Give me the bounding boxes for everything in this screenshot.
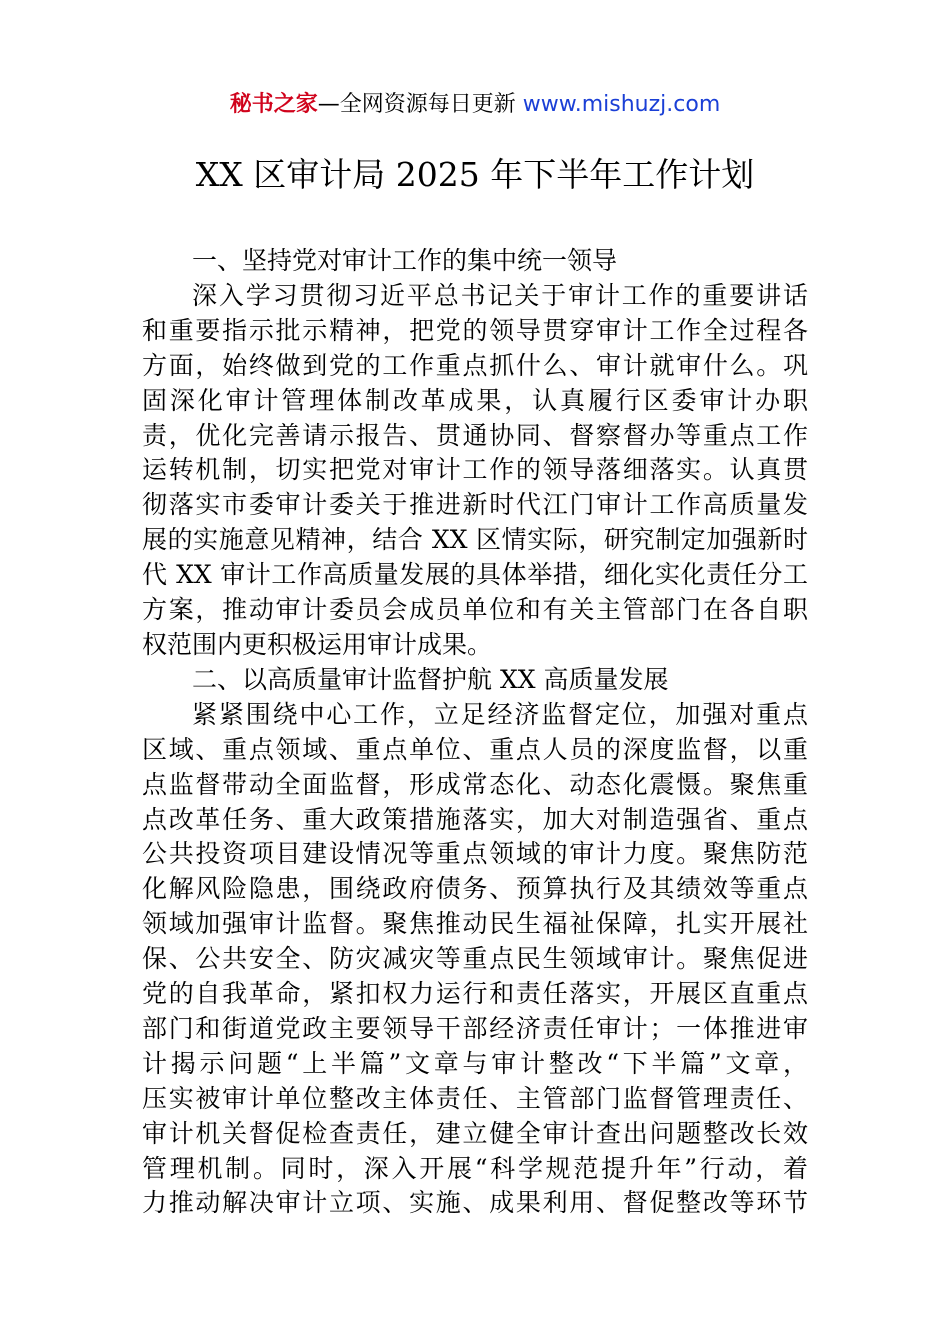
paragraph-line: 运转机制，切实把党对审计工作的领导落细落实。认真贯 [142, 455, 808, 485]
section-1-heading: 一、坚持党对审计工作的集中统一领导 [192, 246, 618, 275]
section-2-paragraph [142, 698, 808, 1222]
paragraph-line: 固深化审计管理体制改革成果，认真履行区委审计办职 [142, 385, 808, 415]
paragraph-line: 和重要指示批示精神，把党的领导贯穿审计工作全过程各 [142, 315, 808, 345]
paragraph-line: 紧紧围绕中心工作，立足经济监督定位，加强对重点 [192, 699, 808, 729]
paragraph-line: 点监督带动全面监督，形成常态化、动态化震慑。聚焦重 [142, 769, 808, 799]
paragraph-line: 展的实施意见精神，结合 XX 区情实际，研究制定加强新时 [142, 525, 808, 555]
paragraph-line: 管理机制。同时，深入开展“科学规范提升年”行动，着 [142, 1153, 808, 1183]
paragraph-line: 计揭示问题“上半篇”文章与审计整改“下半篇”文章， [142, 1048, 808, 1078]
section-1-paragraph [142, 279, 808, 663]
site-url-link[interactable]: www.mishuzj.com [522, 92, 721, 117]
paragraph-line: 深入学习贯彻习近平总书记关于审计工作的重要讲话 [192, 280, 808, 310]
site-header [0, 88, 950, 122]
paragraph-line: 部门和街道党政主要领导干部经济责任审计；一体推进审 [142, 1013, 808, 1043]
site-slogan: —全网资源每日更新 [317, 92, 523, 117]
paragraph-line: 领域加强审计监督。聚焦推动民生福祉保障，扎实开展社 [142, 909, 808, 939]
paragraph-line: 代 XX 审计工作高质量发展的具体举措，细化实化责任分工 [142, 560, 808, 590]
paragraph-line: 力推动解决审计立项、实施、成果利用、督促整改等环节 [142, 1188, 808, 1218]
document-body [142, 244, 808, 1221]
paragraph-line: 责，优化完善请示报告、贯通协同、督察督办等重点工作 [142, 420, 808, 450]
paragraph-line: 彻落实市委审计委关于推进新时代江门审计工作高质量发 [142, 490, 808, 520]
paragraph-line: 区域、重点领域、重点单位、重点人员的深度监督，以重 [142, 734, 808, 764]
paragraph-line: 公共投资项目建设情况等重点领域的审计力度。聚焦防范 [142, 839, 808, 869]
section-2-heading: 二、以高质量审计监督护航 XX 高质量发展 [192, 664, 669, 694]
paragraph-line: 方案，推动审计委员会成员单位和有关主管部门在各自职 [142, 595, 808, 625]
site-brand: 秘书之家 [229, 92, 318, 117]
paragraph-line: 点改革任务、重大政策措施落实，加大对制造强省、重点 [142, 804, 808, 834]
paragraph-line: 保、公共安全、防灾减灾等重点民生领域审计。聚焦促进 [142, 944, 808, 974]
paragraph-line: 化解风险隐患，围绕政府债务、预算执行及其绩效等重点 [142, 874, 808, 904]
paragraph-line: 审计机关督促检查责任，建立健全审计查出问题整改长效 [142, 1118, 808, 1148]
paragraph-line: 压实被审计单位整改主体责任、主管部门监督管理责任、 [142, 1083, 808, 1113]
paragraph-line: 方面，始终做到党的工作重点抓什么、审计就审什么。巩 [142, 350, 808, 380]
document-title: XX 区审计局 2025 年下半年工作计划 [195, 155, 755, 194]
paragraph-line: 党的自我革命，紧扣权力运行和责任落实，开展区直重点 [142, 979, 808, 1009]
paragraph-line: 权范围内更积极运用审计成果。 [142, 629, 493, 659]
